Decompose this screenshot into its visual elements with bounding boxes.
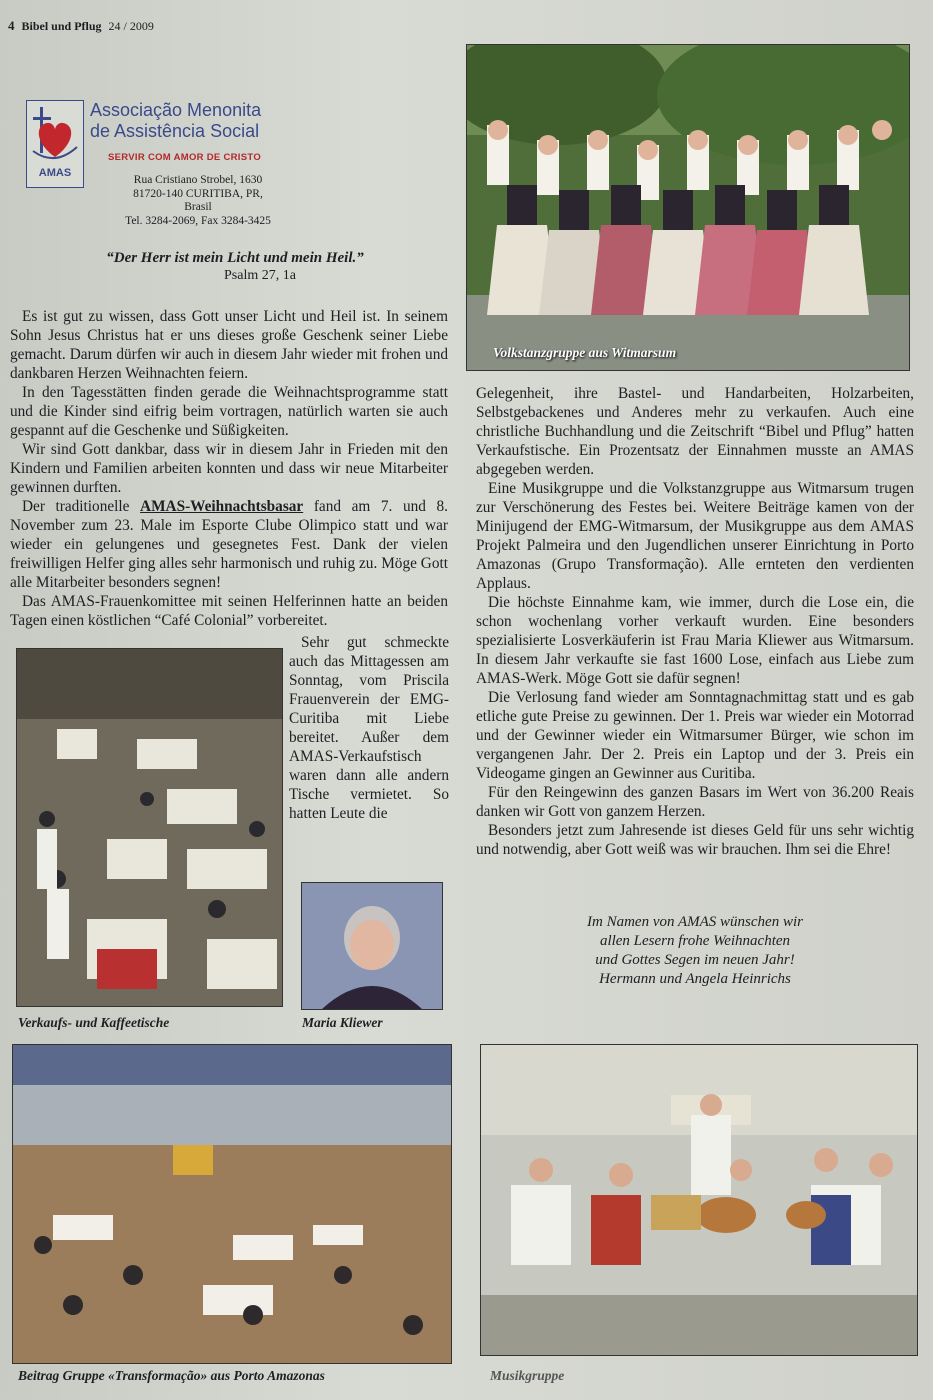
caption-gym-performance: Beitrag Gruppe «Transformação» aus Porto Amazonas bbox=[18, 1368, 325, 1383]
photo-gym-performance bbox=[12, 1044, 452, 1364]
org-name bbox=[90, 100, 261, 142]
paragraph-text: fand am 7. und 8. November zum 23. Male im Esporte Clube Olimpico statt und war wieder ein gelungenes und gesegnetes Fest. Dank der vielen freiwilligen Helfer ging alles sehr harmonisch und ruhig zu. Möge Gott alle Mitarbeiter besonders segnen! bbox=[10, 498, 448, 591]
caption-music-group: Musikgruppe bbox=[490, 1368, 565, 1383]
music-group-image bbox=[481, 1045, 917, 1355]
article-column-narrow bbox=[289, 633, 449, 823]
bible-quote: “Der Herr ist mein Licht und mein Heil.” bbox=[106, 250, 364, 266]
closing-line: Im Namen von AMAS wünschen wir bbox=[587, 914, 803, 930]
caption-sales-tables: Verkaufs- und Kaffeetische bbox=[18, 1015, 170, 1030]
dance-group-image bbox=[467, 45, 909, 370]
address-line3: Tel. 3284-2069, Fax 3284-3425 bbox=[125, 214, 271, 227]
paragraph: Sehr gut schmeckte auch das Mittagessen am Sonntag, vom Priscila Frauenverein der EMG-Curitiba mit Liebe bereitet. Außer dem AMAS-Verkaufstisch waren dann alle andern Tische vermietet. So hatten Leute die bbox=[289, 634, 449, 822]
caption-dance-group: Volkstanzgruppe aus Witmarsum bbox=[493, 345, 677, 360]
paragraph: Gelegenheit, ihre Bastel- und Handarbeiten, Holzarbeiten, Selbstgebackenes und Anderes mehr zu verkaufen. Auch eine christliche Buchhandlung und die Zeitschrift “Bibel und Pflug” hatten Verkaufstische. Ein Prozentsatz der Einnahmen musste an AMAS abgegeben werden. bbox=[476, 385, 914, 478]
paragraph: Wir sind Gott dankbar, dass wir in diesem Jahr in Frieden mit den Kindern und Familien arbeiten konnten und dass wir neue Mitarbeiter gewinnen durften. bbox=[10, 441, 448, 496]
gym-image bbox=[13, 1045, 451, 1363]
sales-tables-image bbox=[17, 649, 282, 1006]
article-column-left bbox=[10, 307, 448, 630]
address-line2: 81720-140 CURITIBA, PR, Brasil bbox=[133, 187, 263, 213]
logo-text: AMAS bbox=[38, 167, 72, 179]
photo-sales-tables bbox=[16, 648, 283, 1007]
closing-signature: Hermann und Angela Heinrichs bbox=[599, 971, 791, 987]
paragraph: Für den Reingewinn des ganzen Basars im Wert von 36.200 Reais danken wir Gott von ganzem Herzen. bbox=[476, 784, 914, 820]
org-motto: SERVIR COM AMOR DE CRISTO bbox=[108, 152, 262, 163]
paragraph bbox=[10, 497, 448, 592]
photo-dance-group bbox=[466, 44, 910, 371]
org-name-line2: de Assistência Social bbox=[90, 121, 260, 141]
magazine-title: Bibel und Pflug bbox=[21, 19, 102, 33]
photo-maria-kliewer bbox=[301, 882, 443, 1010]
paragraph: Das AMAS-Frauenkomittee mit seinen Helferinnen hatte an beiden Tagen einen köstlichen “Café Colonial” vorbereitet. bbox=[10, 593, 448, 629]
closing-greeting bbox=[520, 913, 870, 989]
amas-logo bbox=[26, 100, 84, 188]
paragraph: Die höchste Einnahme kam, wie immer, durch die Lose ein, die schon wochenlang vorher verkauft wurden. Eine besonders spezialisierte Losverkäuferin ist Frau Maria Kliewer aus Witmarsum. In diesem Jahr verkaufte sie fast 1600 Lose, einfach aus Liebe zum AMAS-Werk. Möge Gott sie dafür segnen! bbox=[476, 594, 914, 687]
address-line1: Rua Cristiano Strobel, 1630 bbox=[133, 174, 263, 186]
closing-line: und Gottes Segen im neuen Jahr! bbox=[595, 952, 795, 968]
paragraph: In den Tagesstätten finden gerade die Weihnachtsprogramme statt und die Kinder sind eifrig beim vortragen, natürlich warten sie auch gespannt auf die Geschenke und Süßigkeiten. bbox=[10, 384, 448, 439]
org-address bbox=[118, 174, 278, 228]
portrait-image bbox=[302, 883, 442, 1009]
paragraph: Die Verlosung fand wieder am Sonntagnachmittag statt und es gab etliche gute Preise zu gewinnen. Der 1. Preis war wieder ein Motorrad und der Gewinner wieder ein Witmarsumer Bürger, wie schon im vergangenen Jahr. Der 2. Preis ein Laptop und der 3. Preis ein Videogame gingen an Gewinner aus Curitiba. bbox=[476, 689, 914, 782]
closing-line: allen Lesern frohe Weihnachten bbox=[599, 933, 791, 949]
paragraph: Eine Musikgruppe und die Volkstanzgruppe aus Witmarsum trugen zur Verschönerung des Festes bei. Weitere Beiträge kamen von der Minijugend der EMG-Witmarsum, der Musikgruppe aus dem AMAS Projekt Palmeira und den Jugendlichen unserer Einrichtung in Porto Amazonas (Grupo Transformação). Alle ernteten den verdienten Applaus. bbox=[476, 480, 914, 592]
issue-number: 24 / 2009 bbox=[108, 19, 154, 33]
paragraph: Besonders jetzt zum Jahresende ist dieses Geld für uns sehr wichtig und notwendig, aber Gott weiß was wir brauchen. Ihm sei die Ehre! bbox=[476, 822, 914, 858]
paragraph: Es ist gut zu wissen, dass Gott unser Licht und Heil ist. In seinem Sohn Jesus Christus hat er uns dieses große Geschenk seiner Liebe gemacht. Darum dürfen wir auch in diesem Jahr wieder mit frohen und dankbaren Herzen Weihnachten feiern. bbox=[10, 308, 448, 382]
paragraph-text: Der traditionelle bbox=[22, 498, 141, 515]
basar-highlight: AMAS-Weihnachtsbasar bbox=[140, 498, 304, 515]
article-column-right bbox=[476, 384, 914, 859]
caption-maria-kliewer: Maria Kliewer bbox=[302, 1015, 383, 1030]
page-number: 4 bbox=[8, 18, 15, 33]
bible-reference: Psalm 27, 1a bbox=[224, 268, 296, 283]
org-name-line1: Associação Menonita bbox=[90, 100, 262, 120]
page-header bbox=[8, 18, 154, 34]
photo-music-group bbox=[480, 1044, 918, 1356]
